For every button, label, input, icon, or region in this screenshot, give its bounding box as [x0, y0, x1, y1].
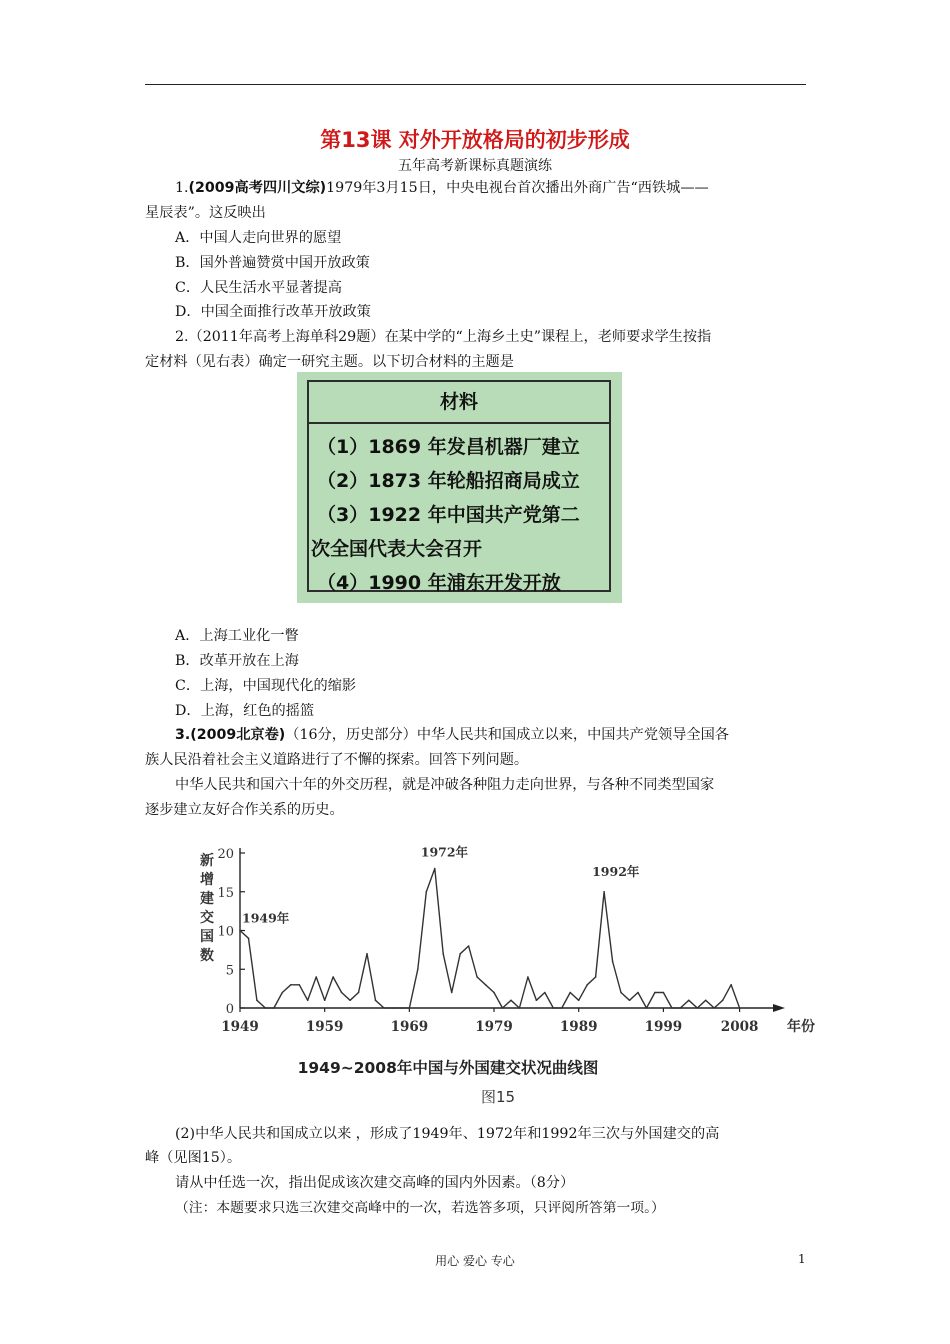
material-row-2: （2）1873 年轮船招商局成立 — [317, 470, 580, 492]
q3-stem-line2: 族人民沿着社会主义道路进行了不懈的探索。回答下列问题。 — [145, 752, 529, 768]
data-point — [586, 984, 588, 986]
data-point — [349, 999, 351, 1001]
q1-option-b: B．国外普遍赞赏中国开放政策 — [175, 255, 370, 271]
data-point — [637, 992, 639, 994]
chart-title: 1949~2008年中国与外国建交状况曲线图 — [297, 1059, 599, 1077]
q3-note: （注：本题要求只选三次建交高峰中的一次，若选答多项，只评阅所答第一项。） — [175, 1200, 665, 1216]
material-row-1: （1）1869 年发昌机器厂建立 — [317, 436, 580, 458]
data-point — [510, 999, 512, 1001]
data-point — [595, 976, 597, 978]
page-title: 第13课 对外开放格局的初步形成 — [320, 128, 630, 152]
chart-caption: 图15 — [480, 1088, 516, 1106]
material-table — [297, 372, 622, 603]
x-tick-label: 1959 — [305, 1019, 344, 1035]
data-point — [713, 1007, 715, 1009]
data-point — [425, 891, 427, 893]
data-point — [273, 1007, 275, 1009]
data-point — [629, 999, 631, 1001]
q1-stem-line1 — [175, 178, 709, 198]
data-point — [739, 1007, 741, 1009]
footer-text: 用心 爱心 专心 — [435, 1254, 515, 1268]
data-point — [282, 992, 284, 994]
x-tick-label: 1969 — [390, 1019, 429, 1035]
data-point — [256, 999, 258, 1001]
data-point — [459, 953, 461, 955]
data-point — [680, 1007, 682, 1009]
data-point — [324, 999, 326, 1001]
data-point — [307, 999, 309, 1001]
data-point — [341, 992, 343, 994]
page-subtitle: 五年高考新课标真题演练 — [398, 158, 552, 174]
material-row-4: （4）1990 年浦东开发开放 — [317, 572, 561, 594]
data-point — [409, 1007, 411, 1009]
material-row-3-cont: 次全国代表大会召开 — [311, 538, 483, 560]
data-point — [544, 992, 546, 994]
data-point — [400, 1007, 402, 1009]
data-point — [417, 968, 419, 970]
q3-sub2-line1: (2)中华人民共和国成立以来 ，形成了1949年、1972年和1992年三次与外国建交的高 — [175, 1126, 720, 1142]
x-axis-label: 年份 — [787, 1019, 815, 1035]
x-tick-label: 1949 — [221, 1019, 259, 1035]
diplomacy-chart — [180, 835, 820, 1110]
data-point — [536, 999, 538, 1001]
q3-stem-text: （16分，历史部分）中华人民共和国成立以来，中国共产党领导全国各 — [285, 727, 729, 743]
q2-option-b: B．改革开放在上海 — [175, 653, 299, 669]
data-point — [730, 984, 732, 986]
data-point — [332, 976, 334, 978]
page-number: 1 — [798, 1252, 806, 1266]
data-point — [696, 1007, 698, 1009]
q3-sub2-line2: 峰（见图15）。 — [145, 1150, 242, 1166]
data-point — [485, 984, 487, 986]
q1-stem-line2: 星辰表”。这反映出 — [145, 205, 266, 221]
x-tick-label: 1979 — [475, 1019, 513, 1035]
data-point — [434, 868, 436, 870]
data-point — [671, 1007, 673, 1009]
data-point — [502, 1007, 504, 1009]
q1-number: 1. — [175, 180, 189, 196]
data-point — [265, 1007, 267, 1009]
data-point — [366, 953, 368, 955]
q3-source: 3.(2009北京卷) — [175, 727, 286, 743]
data-point — [375, 999, 377, 1001]
header-rule — [145, 84, 806, 85]
data-point — [561, 1007, 563, 1009]
data-point — [688, 999, 690, 1001]
material-table-frame — [307, 380, 611, 592]
q3-stem-line1 — [175, 725, 729, 745]
data-point — [451, 992, 453, 994]
x-tick-label: 2008 — [720, 1019, 759, 1035]
data-point — [383, 1007, 385, 1009]
peak-annotation: 1972年 — [420, 844, 469, 860]
q2-option-a: A．上海工业化一瞥 — [175, 628, 299, 644]
data-point — [476, 976, 478, 978]
q3-para-line2: 逐步建立友好合作关系的历史。 — [145, 802, 344, 818]
q3-ask: 请从中任选一次，指出促成该次建交高峰的国内外因素。（8分） — [175, 1175, 575, 1191]
data-point — [468, 945, 470, 947]
peak-annotation: 1949年 — [242, 910, 290, 926]
data-point — [358, 992, 360, 994]
data-point — [315, 976, 317, 978]
data-point — [519, 1007, 521, 1009]
data-point — [553, 1007, 555, 1009]
data-point — [663, 992, 665, 994]
data-point — [248, 937, 250, 939]
peak-annotation: 1992年 — [592, 863, 640, 879]
data-point — [578, 999, 580, 1001]
q1-option-a: A．中国人走向世界的愿望 — [175, 230, 342, 246]
q1-source: (2009高考四川文综) — [188, 180, 327, 196]
x-axis-arrow — [773, 1004, 785, 1012]
data-point — [603, 891, 605, 893]
series-line — [240, 869, 740, 1009]
data-point — [705, 999, 707, 1001]
data-point — [569, 992, 571, 994]
y-tick-label: 5 — [225, 963, 234, 979]
data-point — [612, 961, 614, 963]
q1-stem-text: 1979年3月15日，中央电视台首次播出外商广告“西铁城—— — [326, 180, 709, 196]
x-tick-label: 1999 — [644, 1019, 683, 1035]
data-point — [527, 976, 529, 978]
data-point — [654, 992, 656, 994]
material-row-3: （3）1922 年中国共产党第二 — [317, 504, 580, 526]
q2-option-c: C．上海，中国现代化的缩影 — [175, 678, 357, 694]
data-point — [620, 992, 622, 994]
q3-para-line1: 中华人民共和国六十年的外交历程，就是冲破各种阻力走向世界，与各种不同类型国家 — [175, 777, 715, 793]
y-tick-label: 15 — [217, 885, 234, 901]
data-point — [493, 992, 495, 994]
x-tick-label: 1989 — [559, 1019, 598, 1035]
q2-stem-line2: 定材料（见右表）确定一研究主题。以下切合材料的主题是 — [145, 354, 514, 370]
y-tick-label: 20 — [217, 847, 234, 862]
q2-option-d: D．上海，红色的摇篮 — [175, 703, 315, 719]
data-point — [392, 1007, 394, 1009]
data-point — [442, 953, 444, 955]
data-point — [290, 984, 292, 986]
data-point — [239, 930, 241, 932]
y-tick-label: 10 — [217, 924, 234, 940]
data-point — [298, 984, 300, 986]
data-point — [722, 999, 724, 1001]
material-table-header: 材料 — [309, 382, 609, 424]
q1-option-c: C．人民生活水平显著提高 — [175, 280, 342, 296]
y-tick-label: 0 — [225, 1002, 234, 1017]
y-axis-label: 新增建交国数 — [200, 853, 214, 964]
q1-option-d: D．中国全面推行改革开放政策 — [175, 304, 371, 320]
data-point — [646, 1007, 648, 1009]
q2-stem-line1: 2.（2011年高考上海单科29题）在某中学的“上海乡土史”课程上，老师要求学生按指 — [175, 329, 712, 345]
